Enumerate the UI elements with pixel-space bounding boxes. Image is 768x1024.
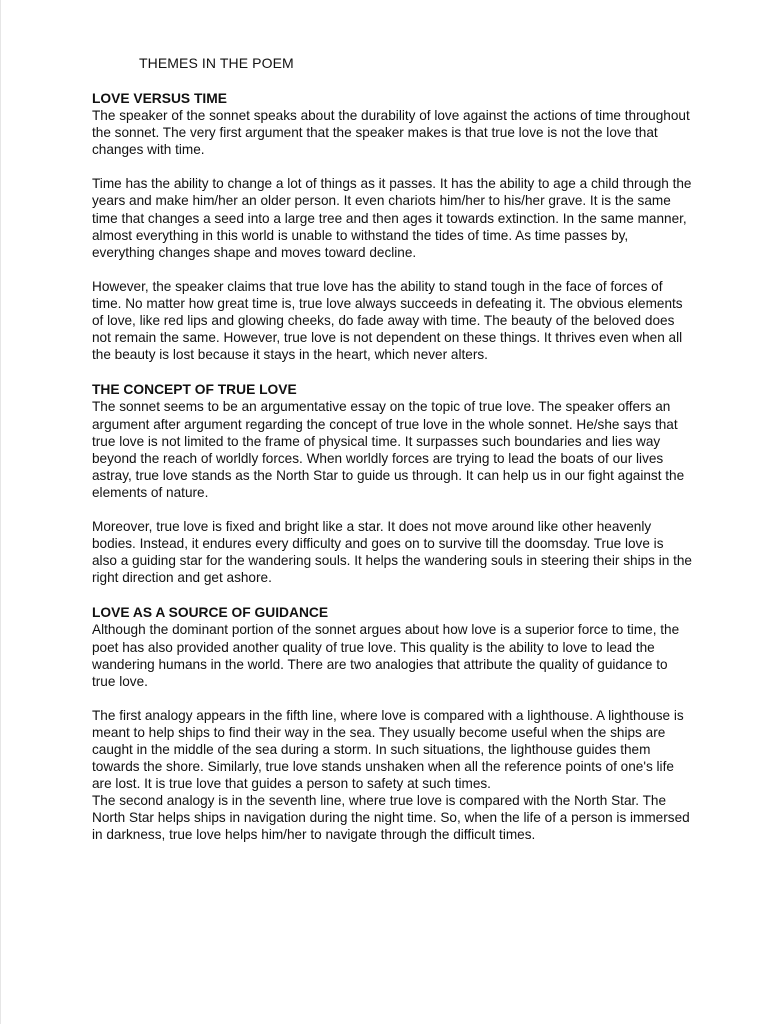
section-love-as-guidance xyxy=(92,604,692,843)
section-heading: THE CONCEPT OF TRUE LOVE xyxy=(92,382,297,398)
paragraph: The sonnet seems to be an argumentative essay on the topic of true love. The speaker offers an argument after argument regarding the concept of true love in the whole sonnet. He/she says that true love is not limited to the frame of physical time. It surpasses such boundaries and lies way beyond the reach of worldly forces. When worldly forces are trying to lead the boats of our lives astray, true love stands as the North Star to guide us through. It can help us in our fight against the elements of nature. xyxy=(92,399,685,500)
paragraph: Moreover, true love is fixed and bright like a star. It does not move around like other heavenly bodies. Instead, it endures every difficulty and goes on to survive till the doomsday. True love is also a guiding star for the wandering souls. It helps the wandering souls in steering their ships in the right direction and get ashore. xyxy=(92,518,692,586)
section-concept-of-true-love xyxy=(92,381,692,586)
paragraph: Time has the ability to change a lot of things as it passes. It has the ability to age a child through the years and make him/her an older person. It even chariots him/her to his/her grave. It is the same time that changes a seed into a large tree and then ages it towards extinction. In the same manner, almost everything in this world is unable to withstand the tides of time. As time passes by, everything changes shape and moves toward decline. xyxy=(92,176,692,260)
paragraph: The first analogy appears in the fifth line, where love is compared with a lighthouse. A lighthouse is meant to help ships to find their way in the sea. They usually become useful when the ships are caught in the middle of the sea during a storm. In such situations, the lighthouse guides them towards the shore. Similarly, true love stands unshaken when all the reference points of one's life are lost. It is true love that guides a person to safety at such times. xyxy=(92,707,684,792)
paragraph: Although the dominant portion of the sonnet argues about how love is a superior force to time, the poet has also provided another quality of true love. This quality is the ability to love to lead the wandering humans in the world. There are two analogies that attribute the quality of guidance to true love. xyxy=(92,622,680,689)
section-heading: LOVE VERSUS TIME xyxy=(92,91,227,106)
paragraph: The speaker of the sonnet speaks about the durability of love against the actions of time throughout the sonnet. The very first argument that the speaker makes is that true love is not the love that changes with time. xyxy=(92,108,690,158)
document-title: THEMES IN THE POEM xyxy=(139,55,294,71)
paragraph: However, the speaker claims that true love has the ability to stand tough in the face of forces of time. No matter how great time is, true love always succeeds in defeating it. The obvious elements of love, like red lips and glowing cheeks, do fade away with time. The beauty of the beloved does not remain the same. However, true love is not dependent on these things. It thrives even when all the beauty is lost because it stays in the heart, which never alters. xyxy=(92,278,683,363)
document-body xyxy=(92,90,692,844)
paragraph: The second analogy is in the seventh line, where true love is compared with the North Star. The North Star helps ships in navigation during the night time. So, when the life of a person is immersed in darkness, true love helps him/her to navigate through the difficult times. xyxy=(92,793,690,843)
section-heading: LOVE AS A SOURCE OF GUIDANCE xyxy=(92,605,329,621)
section-love-versus-time xyxy=(92,90,692,363)
